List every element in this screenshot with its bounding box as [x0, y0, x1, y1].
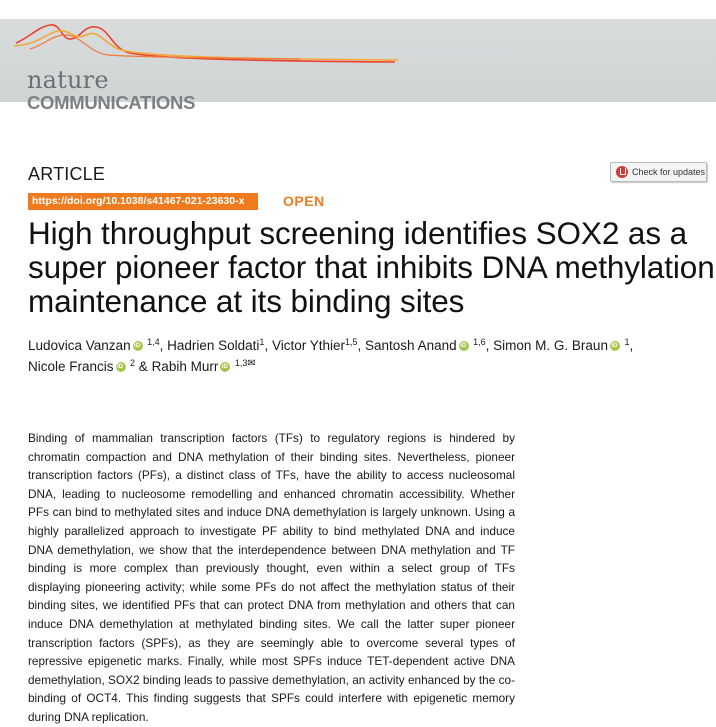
open-access-badge: OPEN	[283, 193, 325, 209]
author-name[interactable]: Rabih Murr	[151, 359, 219, 374]
article-title: High throughput screening identifies SOX2 as a super pioneer factor that inhibits DNA methylation maintenance at its binding sites	[28, 215, 715, 319]
orcid-icon[interactable]	[610, 341, 620, 351]
article-type-label: ARTICLE	[28, 164, 106, 184]
author-separator: &	[135, 359, 152, 374]
author-name[interactable]: Nicole Francis	[28, 359, 114, 374]
journal-logo-communications: COMMUNICATIONS	[27, 92, 196, 113]
author-affiliation: 1,6	[470, 337, 486, 347]
author-affiliation: 2	[127, 358, 136, 368]
author-name[interactable]: Victor Ythier	[271, 338, 345, 353]
orcid-icon[interactable]	[459, 341, 469, 351]
author-affiliation: 1,3	[232, 358, 248, 368]
author-list	[28, 335, 708, 377]
crossmark-icon	[616, 166, 628, 178]
author-affiliation: 1,5	[345, 337, 358, 347]
author-separator: ,	[629, 338, 634, 353]
check-for-updates-label: Check for updates	[632, 167, 706, 177]
author-separator: ,	[264, 338, 272, 353]
journal-header-banner	[0, 19, 716, 113]
abstract-text: Binding of mammalian transcription factors (TFs) to regulatory regions is hindered by chromatin compaction and DNA methylation of their binding sites. Nevertheless, pioneer transcription factors (PFs), a distinct class of TFs, have the ability to access nucleosomal DNA, leading to nucleosome remodelling and enhanced chromatin accessibility. Whether PFs can bind to methylated sites and induce DNA demethylation is largely unknown. Using a highly parallelized approach to investigate PF ability to bind methylated DNA and induce DNA demethylation, we show that the interdependence between DNA methylation and TF binding is more complex than previously thought, even within a select group of TFs displaying pioneering activity; while some PFs do not affect the methylation status of their binding sites, we identified PFs that can protect DNA from methylation and others that can induce DNA demethylation at methylated binding sites. We call the latter super pioneer transcription factors (SPFs), as they are seemingly able to overcome several types of repressive epigenetic marks. Finally, while most SPFs induce TET-dependent active DNA demethylation, SOX2 binding leads to passive demethylation, an activity enhanced by the co-binding of OCT4. This finding suggests that SPFs could interfere with epigenetic memory during DNA replication.	[28, 431, 515, 724]
author-name[interactable]: Santosh Anand	[365, 338, 457, 353]
author-name[interactable]: Ludovica Vanzan	[28, 338, 131, 353]
journal-logo-nature: nature	[27, 66, 109, 94]
check-for-updates-button[interactable]	[610, 162, 707, 182]
orcid-icon[interactable]	[116, 362, 126, 372]
author-separator: ,	[159, 338, 168, 353]
doi-link[interactable]: https://doi.org/10.1038/s41467-021-23630-x	[28, 193, 258, 210]
author-separator: ,	[485, 338, 494, 353]
author-name[interactable]: Hadrien Soldati	[167, 338, 260, 353]
author-name[interactable]: Simon M. G. Braun	[493, 338, 608, 353]
author-separator: ,	[357, 338, 366, 353]
author-affiliation: 1,4	[144, 337, 160, 347]
orcid-icon[interactable]	[133, 341, 143, 351]
author-affiliation: 1	[621, 337, 630, 347]
logo-wave-orange	[14, 31, 398, 60]
author-affiliation: 1	[259, 337, 265, 347]
orcid-icon[interactable]	[220, 362, 230, 372]
corresponding-author-envelope-icon[interactable]: ✉	[247, 358, 256, 369]
